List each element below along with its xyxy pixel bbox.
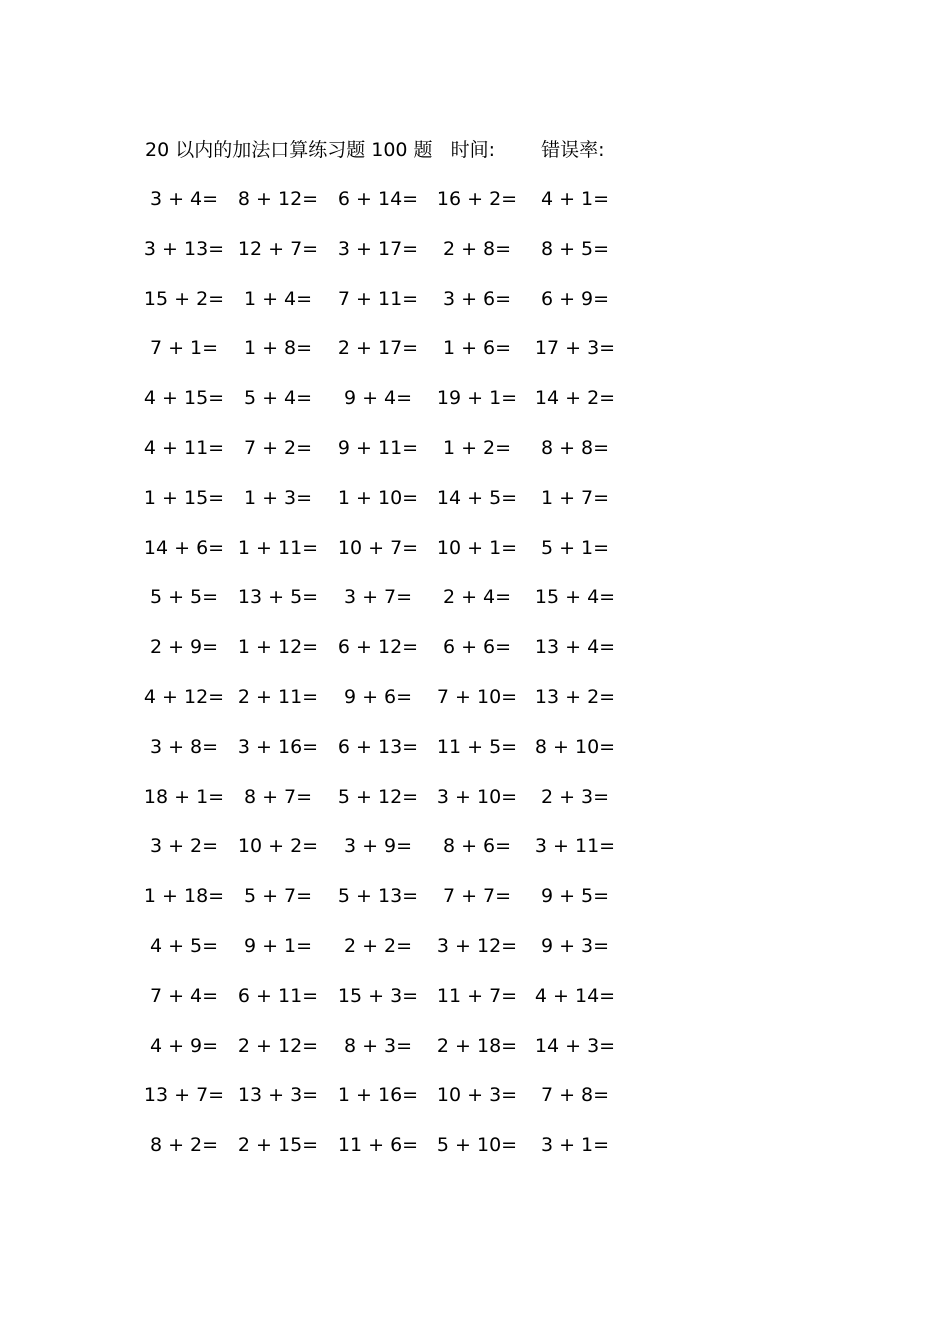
- addition-problem: 1 + 16=: [337, 1084, 419, 1107]
- addition-problem: 4 + 9=: [149, 1034, 219, 1057]
- addition-problem: 11 + 6=: [337, 1134, 419, 1157]
- addition-problem: 2 + 4=: [442, 586, 512, 609]
- problem-row: [0, 184, 950, 214]
- error-rate-label: 错误率:: [541, 139, 605, 161]
- addition-problem: 1 + 12=: [237, 636, 319, 659]
- addition-problem: 1 + 11=: [237, 536, 319, 559]
- addition-problem: 1 + 6=: [442, 337, 512, 360]
- addition-problem: 6 + 11=: [237, 984, 319, 1007]
- problem-row: [0, 533, 950, 563]
- addition-problem: 9 + 11=: [337, 437, 419, 459]
- addition-problem: 2 + 2=: [343, 935, 413, 957]
- addition-problem: 2 + 8=: [442, 237, 512, 260]
- addition-problem: 3 + 7=: [343, 586, 413, 609]
- addition-problem: 3 + 9=: [343, 835, 413, 858]
- addition-problem: 13 + 2=: [534, 686, 616, 708]
- addition-problem: 12 + 7=: [237, 237, 319, 260]
- addition-problem: 8 + 5=: [540, 237, 610, 260]
- problem-row: [0, 931, 950, 961]
- time-label: 时间:: [450, 139, 496, 161]
- addition-problem: 3 + 11=: [534, 835, 616, 858]
- problem-row: [0, 981, 950, 1011]
- addition-problem: 9 + 5=: [540, 885, 610, 908]
- addition-problem: 5 + 5=: [149, 586, 219, 609]
- addition-problem: 11 + 7=: [436, 984, 518, 1007]
- addition-problem: 14 + 6=: [143, 536, 225, 559]
- addition-problem: 11 + 5=: [436, 735, 518, 758]
- addition-problem: 13 + 5=: [237, 586, 319, 609]
- problem-row: [0, 782, 950, 812]
- addition-problem: 14 + 5=: [436, 486, 518, 509]
- addition-problem: 7 + 1=: [149, 337, 219, 360]
- addition-problem: 6 + 6=: [442, 636, 512, 659]
- addition-problem: 17 + 3=: [534, 337, 616, 360]
- addition-problem: 4 + 15=: [143, 387, 225, 410]
- worksheet-header: [145, 136, 604, 164]
- addition-problem: 2 + 15=: [237, 1134, 319, 1157]
- addition-problem: 13 + 7=: [143, 1084, 225, 1107]
- worksheet-title: 20 以内的加法口算练习题 100 题: [145, 139, 433, 161]
- addition-problem: 13 + 4=: [534, 636, 616, 659]
- addition-problem: 8 + 6=: [442, 835, 512, 858]
- addition-problem: 3 + 10=: [436, 785, 518, 808]
- addition-problem: 3 + 17=: [337, 237, 419, 260]
- addition-problem: 6 + 12=: [337, 636, 419, 659]
- addition-problem: 7 + 11=: [337, 287, 419, 310]
- addition-problem: 15 + 3=: [337, 984, 419, 1007]
- addition-problem: 10 + 7=: [337, 536, 419, 559]
- addition-problem: 9 + 1=: [243, 935, 313, 957]
- addition-problem: 4 + 1=: [540, 188, 610, 210]
- problem-row: [0, 433, 950, 463]
- addition-problem: 3 + 12=: [436, 935, 518, 957]
- addition-problem: 4 + 12=: [143, 686, 225, 708]
- problem-row: [0, 1080, 950, 1110]
- problem-row: [0, 732, 950, 762]
- addition-problem: 3 + 8=: [149, 735, 219, 758]
- addition-problem: 8 + 8=: [540, 437, 610, 459]
- problem-row: [0, 383, 950, 413]
- addition-problem: 5 + 1=: [540, 536, 610, 559]
- addition-problem: 10 + 2=: [237, 835, 319, 858]
- problem-row: [0, 284, 950, 314]
- problem-row: [0, 234, 950, 264]
- addition-problem: 1 + 10=: [337, 486, 419, 509]
- addition-problem: 7 + 7=: [442, 885, 512, 908]
- problem-row: [0, 881, 950, 911]
- addition-problem: 1 + 18=: [143, 885, 225, 908]
- addition-problem: 6 + 14=: [337, 188, 419, 210]
- addition-problem: 3 + 13=: [143, 237, 225, 260]
- addition-problem: 15 + 4=: [534, 586, 616, 609]
- addition-problem: 1 + 3=: [243, 486, 313, 509]
- addition-problem: 10 + 3=: [436, 1084, 518, 1107]
- addition-problem: 9 + 3=: [540, 935, 610, 957]
- addition-problem: 8 + 7=: [243, 785, 313, 808]
- addition-problem: 2 + 11=: [237, 686, 319, 708]
- addition-problem: 3 + 2=: [149, 835, 219, 858]
- addition-problem: 3 + 16=: [237, 735, 319, 758]
- addition-problem: 3 + 1=: [540, 1134, 610, 1157]
- problem-row: [0, 831, 950, 861]
- addition-problem: 6 + 13=: [337, 735, 419, 758]
- addition-problem: 4 + 5=: [149, 935, 219, 957]
- addition-problem: 7 + 2=: [243, 437, 313, 459]
- addition-problem: 19 + 1=: [436, 387, 518, 410]
- addition-problem: 1 + 8=: [243, 337, 313, 360]
- problem-row: [0, 1130, 950, 1160]
- addition-problem: 2 + 9=: [149, 636, 219, 659]
- addition-problem: 4 + 11=: [143, 437, 225, 459]
- addition-problem: 9 + 4=: [343, 387, 413, 410]
- addition-problem: 7 + 10=: [436, 686, 518, 708]
- addition-problem: 5 + 10=: [436, 1134, 518, 1157]
- addition-problem: 2 + 17=: [337, 337, 419, 360]
- addition-problem: 7 + 4=: [149, 984, 219, 1007]
- addition-problem: 15 + 2=: [143, 287, 225, 310]
- addition-problem: 8 + 2=: [149, 1134, 219, 1157]
- addition-problem: 2 + 18=: [436, 1034, 518, 1057]
- addition-problem: 1 + 2=: [442, 437, 512, 459]
- addition-problem: 16 + 2=: [436, 188, 518, 210]
- addition-problem: 2 + 3=: [540, 785, 610, 808]
- addition-problem: 14 + 3=: [534, 1034, 616, 1057]
- addition-problem: 6 + 9=: [540, 287, 610, 310]
- addition-problem: 14 + 2=: [534, 387, 616, 410]
- addition-problem: 5 + 12=: [337, 785, 419, 808]
- problem-row: [0, 682, 950, 712]
- addition-problem: 8 + 12=: [237, 188, 319, 210]
- problem-row: [0, 1031, 950, 1061]
- addition-problem: 13 + 3=: [237, 1084, 319, 1107]
- addition-problem: 1 + 4=: [243, 287, 313, 310]
- addition-problem: 10 + 1=: [436, 536, 518, 559]
- addition-problem: 3 + 6=: [442, 287, 512, 310]
- problem-row: [0, 483, 950, 513]
- addition-problem: 9 + 6=: [343, 686, 413, 708]
- problem-row: [0, 333, 950, 363]
- problem-row: [0, 632, 950, 662]
- problem-row: [0, 582, 950, 612]
- addition-problem: 2 + 12=: [237, 1034, 319, 1057]
- addition-problem: 1 + 15=: [143, 486, 225, 509]
- addition-problem: 1 + 7=: [540, 486, 610, 509]
- addition-problem: 5 + 7=: [243, 885, 313, 908]
- addition-problem: 4 + 14=: [534, 984, 616, 1007]
- addition-problem: 8 + 10=: [534, 735, 616, 758]
- addition-problem: 5 + 13=: [337, 885, 419, 908]
- addition-problem: 7 + 8=: [540, 1084, 610, 1107]
- addition-problem: 8 + 3=: [343, 1034, 413, 1057]
- addition-problem: 18 + 1=: [143, 785, 225, 808]
- addition-problem: 5 + 4=: [243, 387, 313, 410]
- addition-problem: 3 + 4=: [149, 188, 219, 210]
